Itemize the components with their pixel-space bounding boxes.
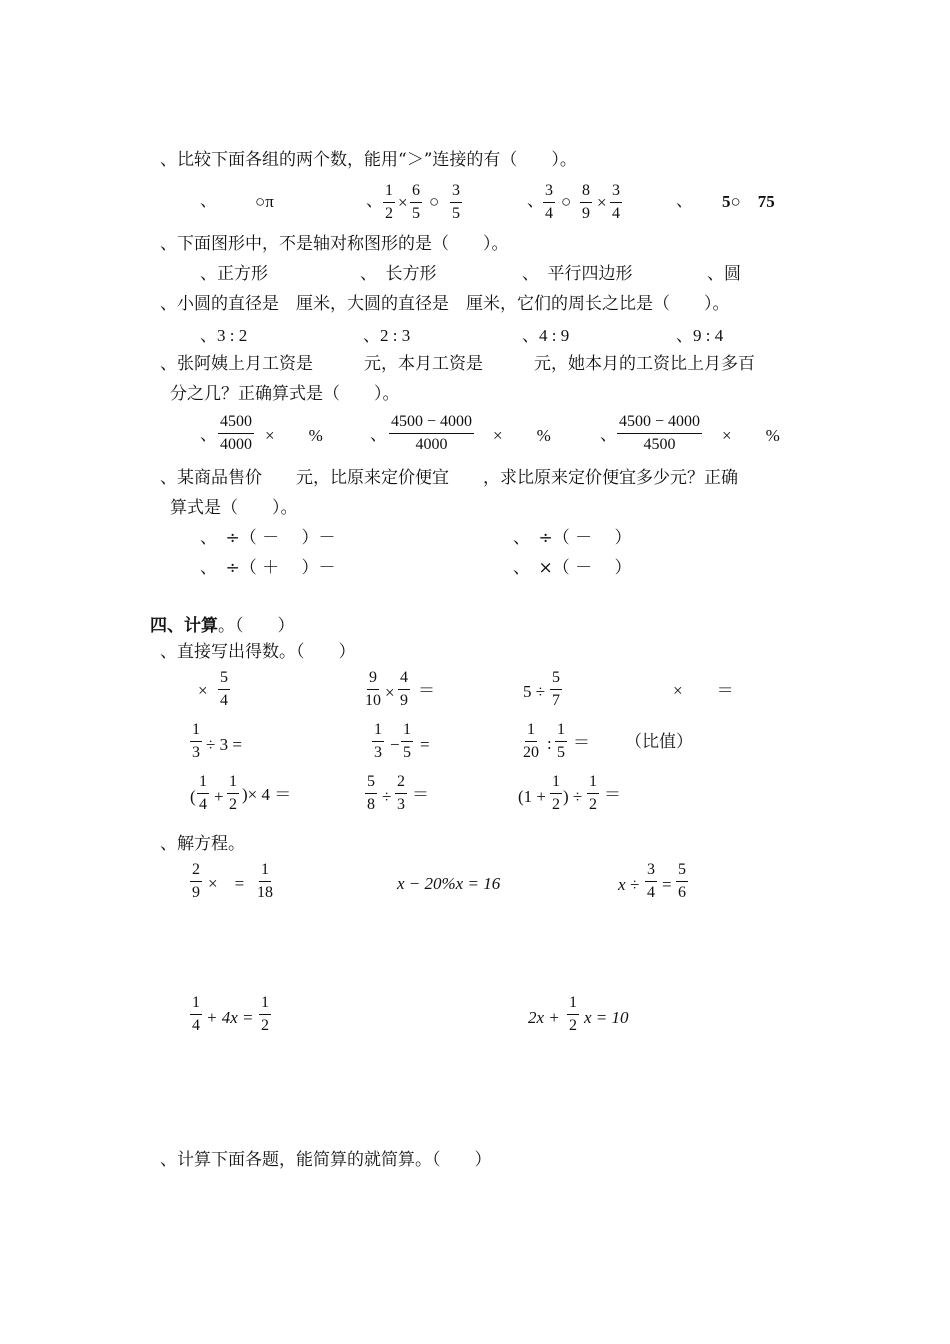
- p2-e1-frac2: $\frac{1}{18}$: [257, 861, 273, 901]
- p1-r3b-frac1: $\frac{5}{8}$: [367, 773, 375, 813]
- p1-r2b-frac1: $\frac{1}{3}$: [374, 721, 382, 761]
- q4-c-frac: $\frac{4500 - 4000}{4500}$: [619, 413, 701, 453]
- p1-r2b-frac2: $\frac{1}{5}$: [403, 721, 411, 761]
- q4-b-mark: 、: [370, 425, 387, 445]
- q3-option-c: 、4 : 9: [522, 326, 570, 345]
- q5-stem-line1: 、某商品售价 元，比原来定价便宜 ，求比原来定价便宜多少元？正确: [160, 468, 738, 488]
- p1-r2b-op: −: [390, 735, 400, 754]
- q5-option-c: 、 ÷（ ＋ ）－: [200, 558, 336, 578]
- p1-r3a-open: (: [190, 787, 196, 806]
- q1-b-frac1: $\frac{1}{2}$: [385, 182, 393, 222]
- q1-b-times: ×: [398, 193, 408, 212]
- q4-c-mark: 、: [600, 425, 617, 445]
- q1-c-circle: ○: [561, 192, 572, 211]
- p1-r3c-eq: ＝: [604, 785, 621, 804]
- q1-c-frac1: $\frac{3}{4}$: [545, 182, 553, 222]
- q2-option-b: 、 长方形: [360, 264, 437, 284]
- p1-r2c-note: （比值）: [625, 732, 693, 752]
- p2-e2: x − 20%x = 16: [397, 874, 501, 893]
- p2-e3-eq: =: [662, 875, 672, 894]
- q4-b-frac: $\frac{4500 - 4000}{4000}$: [391, 413, 473, 453]
- q1-b-frac2: $\frac{6}{5}$: [412, 182, 420, 222]
- p1-r3b-op: ÷: [382, 787, 392, 806]
- q5-option-b: 、 ÷（ － ）: [513, 528, 632, 548]
- q1-option-d: 5○ 75: [722, 192, 775, 211]
- p1-r3c-pre: (1 +: [518, 787, 546, 806]
- q4-a-frac: $\frac{4500}{4000}$: [220, 413, 252, 453]
- p1-r2c-eq: ＝: [573, 733, 590, 752]
- p2-e1-frac1: $\frac{2}{9}$: [192, 861, 200, 901]
- p1-r1b-op: ×: [385, 683, 395, 702]
- p1-r2c-op: :: [547, 734, 552, 753]
- p1-r1b-eq: ＝: [418, 681, 435, 700]
- p1-r2a-tail: ÷ 3 =: [206, 735, 242, 754]
- p2-e4-frac2: $\frac{1}{2}$: [261, 994, 269, 1034]
- p2-e3-frac1: $\frac{3}{4}$: [647, 861, 655, 901]
- p1-r1d: × ＝: [673, 681, 734, 700]
- q4-a-tail: × %: [265, 426, 323, 445]
- p2-e4-mid: + 4x =: [206, 1008, 254, 1027]
- p1-r2b-eq: =: [420, 735, 430, 754]
- q1-stem: 、比较下面各组的两个数，能用“＞”连接的有（ ）。: [160, 150, 577, 170]
- p2-e4-frac1: $\frac{1}{4}$: [192, 994, 200, 1034]
- q3-option-a: 、3 : 2: [200, 326, 248, 345]
- q1-option-c-mark: 、: [527, 191, 544, 211]
- p1-r2c-frac2: $\frac{1}{5}$: [557, 721, 565, 761]
- q1-b-circle: ○: [429, 192, 440, 211]
- q3-option-b: 、2 : 3: [363, 326, 411, 345]
- p1-r1c-frac: $\frac{5}{7}$: [552, 669, 560, 709]
- q4-b-tail: × %: [493, 426, 551, 445]
- p1-r3c-mid: ) ÷: [563, 787, 583, 806]
- q2-stem: 、下面图形中，不是轴对称图形的是（ ）。: [160, 234, 509, 254]
- q4-stem-line1: 、张阿姨上月工资是 元，本月工资是 元，她本月的工资比上月多百: [160, 354, 755, 374]
- p2-e5-tail: x = 10: [584, 1008, 629, 1027]
- p1-r1c-pre: 5 ÷: [523, 682, 546, 701]
- q5-option-a: 、 ÷（ － ）－: [200, 528, 336, 548]
- p1-r3c-frac2: $\frac{1}{2}$: [589, 773, 597, 813]
- p1-stem: 、直接写出得数。（ ）: [160, 642, 356, 662]
- p1-r3a-tail: )× 4 ＝: [242, 785, 292, 804]
- p1-r3c-frac1: $\frac{1}{2}$: [552, 773, 560, 813]
- q2-option-c: 、 平行四边形: [522, 264, 633, 284]
- q1-option-a-mark: 、: [200, 191, 217, 211]
- p1-r1b-frac2: $\frac{4}{9}$: [400, 669, 408, 709]
- q2-option-d: 、圆: [707, 264, 741, 284]
- p1-r3a-frac2: $\frac{1}{2}$: [229, 773, 237, 813]
- q2-option-a: 、正方形: [200, 264, 268, 284]
- q1-c-times: ×: [597, 193, 607, 212]
- p3-stem: 、计算下面各题，能简算的就简算。（ ）: [160, 1150, 492, 1170]
- q4-a-mark: 、: [200, 425, 217, 445]
- q3-stem: 、小圆的直径是 厘米，大圆的直径是 厘米，它们的周长之比是（ ）。: [160, 294, 730, 314]
- p1-r3b-frac2: $\frac{2}{3}$: [397, 773, 405, 813]
- p1-r1a-op: ×: [198, 681, 208, 700]
- p1-r3a-op: +: [214, 787, 224, 806]
- p2-stem: 、解方程。: [160, 834, 245, 854]
- p1-r3a-frac1: $\frac{1}{4}$: [199, 773, 207, 813]
- q5-option-d: 、 ×（ － ）: [513, 558, 632, 578]
- p1-r2a-frac: $\frac{1}{3}$: [192, 721, 200, 761]
- p2-e5-frac: $\frac{1}{2}$: [569, 994, 577, 1034]
- p2-e1-mid: × =: [208, 874, 245, 893]
- section-4-heading: 四、计算。（ ）: [150, 616, 295, 636]
- q1-option-d-mark: 、: [676, 191, 693, 211]
- p1-r3b-eq: ＝: [412, 785, 429, 804]
- p2-e5-pre: 2x +: [528, 1008, 560, 1027]
- q3-option-d: 、9 : 4: [676, 326, 724, 345]
- p1-r1b-frac1: $\frac{9}{10}$: [365, 669, 381, 709]
- p2-e3-frac2: $\frac{5}{6}$: [678, 861, 686, 901]
- q1-option-a: ○π: [255, 192, 274, 211]
- q5-stem-line2: 算式是（ ）。: [170, 498, 298, 518]
- p1-r1a-frac: $\frac{5}{4}$: [220, 669, 228, 709]
- p2-e3-pre: x ÷: [618, 875, 640, 894]
- q1-c-frac2: $\frac{8}{9}$: [582, 182, 590, 222]
- q1-b-frac3: $\frac{3}{5}$: [452, 182, 460, 222]
- q1-c-frac3: $\frac{3}{4}$: [612, 182, 620, 222]
- q1-option-b-mark: 、: [366, 191, 383, 211]
- q4-c-tail: × %: [722, 426, 780, 445]
- q4-stem-line2: 分之几？正确算式是（ ）。: [170, 384, 400, 404]
- p1-r2c-frac1: $\frac{1}{20}$: [523, 721, 539, 761]
